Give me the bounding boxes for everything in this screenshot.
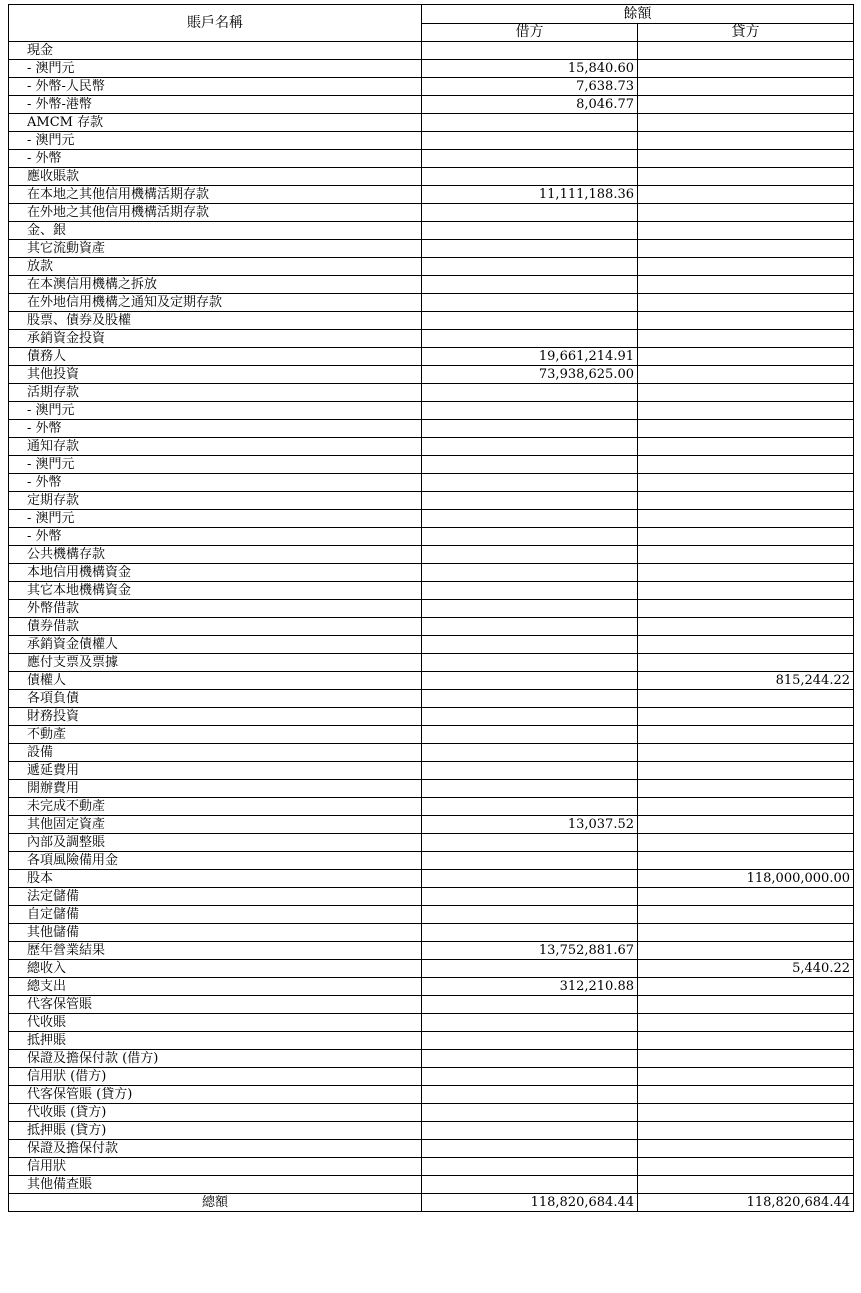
- credit-cell: [638, 654, 854, 672]
- credit-cell: [638, 492, 854, 510]
- account-name-cell: 在外地信用機構之通知及定期存款: [9, 294, 422, 312]
- account-name-cell: 設備: [9, 744, 422, 762]
- table-row: [9, 726, 854, 744]
- credit-cell: [638, 600, 854, 618]
- account-name-cell: 開辦費用: [9, 780, 422, 798]
- account-name-cell: 應付支票及票據: [9, 654, 422, 672]
- table-row: [9, 942, 854, 960]
- credit-cell: [638, 366, 854, 384]
- credit-cell: [638, 168, 854, 186]
- debit-cell: [422, 1068, 638, 1086]
- credit-cell: [638, 150, 854, 168]
- debit-cell: 73,938,625.00: [422, 366, 638, 384]
- credit-cell: [638, 528, 854, 546]
- debit-cell: [422, 726, 638, 744]
- credit-cell: [638, 420, 854, 438]
- debit-cell: [422, 960, 638, 978]
- credit-cell: [638, 258, 854, 276]
- table-row: [9, 438, 854, 456]
- debit-cell: [422, 114, 638, 132]
- credit-cell: [638, 564, 854, 582]
- debit-cell: [422, 798, 638, 816]
- credit-cell: [638, 744, 854, 762]
- account-name-cell: 定期存款: [9, 492, 422, 510]
- credit-cell: [638, 618, 854, 636]
- table-row: [9, 1158, 854, 1176]
- credit-cell: [638, 798, 854, 816]
- debit-cell: [422, 1032, 638, 1050]
- account-name-cell: - 外幣: [9, 474, 422, 492]
- table-row: [9, 186, 854, 204]
- credit-cell: [638, 60, 854, 78]
- account-name-cell: 其它流動資產: [9, 240, 422, 258]
- credit-cell: 118,000,000.00: [638, 870, 854, 888]
- table-row: [9, 456, 854, 474]
- credit-cell: [638, 348, 854, 366]
- credit-cell: [638, 96, 854, 114]
- account-name-cell: 其他投資: [9, 366, 422, 384]
- debit-cell: [422, 870, 638, 888]
- debit-cell: [422, 1050, 638, 1068]
- table-row: [9, 1014, 854, 1032]
- credit-cell: [638, 888, 854, 906]
- credit-cell: [638, 1032, 854, 1050]
- debit-cell: 7,638.73: [422, 78, 638, 96]
- credit-cell: [638, 510, 854, 528]
- credit-cell: 5,440.22: [638, 960, 854, 978]
- table-row: [9, 294, 854, 312]
- account-name-cell: 本地信用機構資金: [9, 564, 422, 582]
- account-name-header: 賬戶名稱: [9, 5, 422, 42]
- credit-cell: [638, 240, 854, 258]
- table-row: [9, 510, 854, 528]
- account-name-cell: 總支出: [9, 978, 422, 996]
- table-row: [9, 384, 854, 402]
- account-name-cell: 各項負債: [9, 690, 422, 708]
- credit-cell: [638, 132, 854, 150]
- debit-cell: [422, 222, 638, 240]
- table-row: [9, 888, 854, 906]
- account-name-cell: - 外幣: [9, 420, 422, 438]
- account-name-cell: 應收賬款: [9, 168, 422, 186]
- debit-cell: [422, 582, 638, 600]
- credit-cell: [638, 330, 854, 348]
- account-name-cell: 在本地之其他信用機構活期存款: [9, 186, 422, 204]
- credit-cell: [638, 294, 854, 312]
- credit-cell: [638, 816, 854, 834]
- account-name-cell: 法定儲備: [9, 888, 422, 906]
- debit-cell: [422, 636, 638, 654]
- total-credit: 118,820,684.44: [638, 1194, 854, 1212]
- credit-cell: [638, 690, 854, 708]
- debit-cell: [422, 744, 638, 762]
- debit-cell: [422, 1086, 638, 1104]
- credit-cell: [638, 276, 854, 294]
- table-row: [9, 312, 854, 330]
- credit-cell: [638, 1140, 854, 1158]
- account-name-cell: 現金: [9, 42, 422, 60]
- table-row: [9, 654, 854, 672]
- debit-cell: [422, 456, 638, 474]
- account-name-cell: 代客保管賬 (貸方): [9, 1086, 422, 1104]
- account-name-cell: 保證及擔保付款 (借方): [9, 1050, 422, 1068]
- table-row: [9, 1140, 854, 1158]
- debit-cell: [422, 1176, 638, 1194]
- account-name-cell: 代客保管賬: [9, 996, 422, 1014]
- table-row: [9, 258, 854, 276]
- credit-cell: [638, 780, 854, 798]
- debit-cell: [422, 780, 638, 798]
- credit-cell: [638, 114, 854, 132]
- debit-cell: [422, 168, 638, 186]
- account-name-cell: 通知存款: [9, 438, 422, 456]
- debit-cell: [422, 654, 638, 672]
- table-row: [9, 78, 854, 96]
- table-row: [9, 1176, 854, 1194]
- credit-cell: [638, 708, 854, 726]
- account-name-cell: 在本澳信用機構之拆放: [9, 276, 422, 294]
- account-name-cell: 內部及調整賬: [9, 834, 422, 852]
- debit-cell: 13,037.52: [422, 816, 638, 834]
- credit-cell: [638, 1014, 854, 1032]
- debit-cell: [422, 708, 638, 726]
- credit-cell: [638, 1122, 854, 1140]
- account-name-cell: 總收入: [9, 960, 422, 978]
- credit-cell: [638, 1158, 854, 1176]
- table-row: [9, 1086, 854, 1104]
- table-row: [9, 1032, 854, 1050]
- table-row: [9, 744, 854, 762]
- account-name-cell: 信用狀 (借方): [9, 1068, 422, 1086]
- debit-cell: [422, 564, 638, 582]
- credit-cell: [638, 636, 854, 654]
- account-name-cell: 不動產: [9, 726, 422, 744]
- debit-cell: 8,046.77: [422, 96, 638, 114]
- table-row: [9, 1050, 854, 1068]
- debit-cell: [422, 510, 638, 528]
- total-row: [9, 1194, 854, 1212]
- debit-cell: [422, 834, 638, 852]
- debit-cell: [422, 762, 638, 780]
- table-row: [9, 546, 854, 564]
- credit-header: 貸方: [638, 24, 854, 42]
- debit-cell: [422, 546, 638, 564]
- table-row: [9, 240, 854, 258]
- debit-cell: 13,752,881.67: [422, 942, 638, 960]
- account-name-cell: 抵押賬 (貸方): [9, 1122, 422, 1140]
- credit-cell: [638, 42, 854, 60]
- debit-cell: [422, 204, 638, 222]
- debit-cell: [422, 42, 638, 60]
- table-row: [9, 618, 854, 636]
- credit-cell: [638, 186, 854, 204]
- total-label: 總額: [9, 1194, 422, 1212]
- table-row: [9, 60, 854, 78]
- table-row: [9, 1104, 854, 1122]
- debit-cell: [422, 528, 638, 546]
- account-name-cell: 歷年營業結果: [9, 942, 422, 960]
- table-row: [9, 924, 854, 942]
- account-name-cell: - 澳門元: [9, 510, 422, 528]
- account-name-cell: 其他備查賬: [9, 1176, 422, 1194]
- table-row: [9, 474, 854, 492]
- account-name-cell: 公共機構存款: [9, 546, 422, 564]
- account-name-cell: 金、銀: [9, 222, 422, 240]
- table-row: [9, 528, 854, 546]
- table-row: [9, 42, 854, 60]
- table-row: [9, 1068, 854, 1086]
- account-name-cell: AMCM 存款: [9, 114, 422, 132]
- table-row: [9, 276, 854, 294]
- table-row: [9, 690, 854, 708]
- debit-cell: [422, 618, 638, 636]
- debit-cell: [422, 690, 638, 708]
- debit-cell: [422, 1158, 638, 1176]
- credit-cell: [638, 1086, 854, 1104]
- table-row: [9, 906, 854, 924]
- credit-cell: [638, 924, 854, 942]
- account-name-cell: 代收賬 (貸方): [9, 1104, 422, 1122]
- account-name-cell: - 澳門元: [9, 60, 422, 78]
- account-name-cell: 信用狀: [9, 1158, 422, 1176]
- credit-cell: [638, 402, 854, 420]
- table-row: [9, 402, 854, 420]
- account-name-cell: 其它本地機構資金: [9, 582, 422, 600]
- credit-cell: 815,244.22: [638, 672, 854, 690]
- debit-cell: [422, 384, 638, 402]
- table-row: [9, 348, 854, 366]
- table-row: [9, 114, 854, 132]
- debit-cell: [422, 888, 638, 906]
- credit-cell: [638, 762, 854, 780]
- table-row: [9, 330, 854, 348]
- credit-cell: [638, 1176, 854, 1194]
- account-name-cell: 財務投資: [9, 708, 422, 726]
- account-name-cell: - 外幣: [9, 150, 422, 168]
- account-name-cell: 未完成不動產: [9, 798, 422, 816]
- credit-cell: [638, 942, 854, 960]
- table-row: [9, 708, 854, 726]
- credit-cell: [638, 582, 854, 600]
- debit-cell: [422, 474, 638, 492]
- table-row: [9, 672, 854, 690]
- total-debit: 118,820,684.44: [422, 1194, 638, 1212]
- debit-cell: [422, 672, 638, 690]
- account-name-cell: 各項風險備用金: [9, 852, 422, 870]
- table-row: [9, 960, 854, 978]
- credit-cell: [638, 834, 854, 852]
- table-row: [9, 870, 854, 888]
- account-name-cell: 股本: [9, 870, 422, 888]
- debit-cell: [422, 996, 638, 1014]
- credit-cell: [638, 456, 854, 474]
- balance-header: 餘額: [422, 5, 854, 24]
- account-name-cell: 債務人: [9, 348, 422, 366]
- debit-cell: 11,111,188.36: [422, 186, 638, 204]
- account-name-cell: 外幣借款: [9, 600, 422, 618]
- table-row: [9, 996, 854, 1014]
- debit-cell: [422, 330, 638, 348]
- account-name-cell: 股票、債券及股權: [9, 312, 422, 330]
- table-row: [9, 204, 854, 222]
- table-row: [9, 780, 854, 798]
- account-name-cell: 保證及擔保付款: [9, 1140, 422, 1158]
- table-row: [9, 636, 854, 654]
- account-name-cell: 遞延費用: [9, 762, 422, 780]
- account-name-cell: 承銷資金債權人: [9, 636, 422, 654]
- debit-cell: [422, 294, 638, 312]
- debit-cell: [422, 852, 638, 870]
- table-row: [9, 582, 854, 600]
- account-name-cell: 承銷資金投資: [9, 330, 422, 348]
- account-name-cell: - 澳門元: [9, 456, 422, 474]
- table-row: [9, 492, 854, 510]
- account-name-cell: 放款: [9, 258, 422, 276]
- debit-cell: 15,840.60: [422, 60, 638, 78]
- table-row: [9, 96, 854, 114]
- table-row: [9, 1122, 854, 1140]
- debit-cell: [422, 600, 638, 618]
- credit-cell: [638, 312, 854, 330]
- debit-cell: [422, 1122, 638, 1140]
- table-row: [9, 762, 854, 780]
- credit-cell: [638, 1068, 854, 1086]
- credit-cell: [638, 996, 854, 1014]
- table-row: [9, 816, 854, 834]
- credit-cell: [638, 906, 854, 924]
- debit-header: 借方: [422, 24, 638, 42]
- table-row: [9, 564, 854, 582]
- debit-cell: [422, 258, 638, 276]
- table-row: [9, 132, 854, 150]
- credit-cell: [638, 852, 854, 870]
- credit-cell: [638, 204, 854, 222]
- credit-cell: [638, 978, 854, 996]
- table-row: [9, 600, 854, 618]
- account-name-cell: - 外幣: [9, 528, 422, 546]
- credit-cell: [638, 222, 854, 240]
- table-row: [9, 834, 854, 852]
- table-row: [9, 978, 854, 996]
- account-name-cell: 自定儲備: [9, 906, 422, 924]
- account-name-cell: - 外幣-人民幣: [9, 78, 422, 96]
- debit-cell: [422, 132, 638, 150]
- account-name-cell: 在外地之其他信用機構活期存款: [9, 204, 422, 222]
- table-row: [9, 168, 854, 186]
- credit-cell: [638, 546, 854, 564]
- account-name-cell: 其他儲備: [9, 924, 422, 942]
- credit-cell: [638, 1104, 854, 1122]
- account-name-cell: 代收賬: [9, 1014, 422, 1032]
- debit-cell: [422, 492, 638, 510]
- debit-cell: [422, 438, 638, 456]
- debit-cell: [422, 1014, 638, 1032]
- ledger-body: [9, 42, 854, 1194]
- account-name-cell: 債券借款: [9, 618, 422, 636]
- debit-cell: [422, 906, 638, 924]
- debit-cell: [422, 924, 638, 942]
- account-name-cell: - 外幣-港幣: [9, 96, 422, 114]
- account-name-cell: 抵押賬: [9, 1032, 422, 1050]
- debit-cell: [422, 420, 638, 438]
- credit-cell: [638, 474, 854, 492]
- debit-cell: 19,661,214.91: [422, 348, 638, 366]
- debit-cell: [422, 402, 638, 420]
- debit-cell: [422, 240, 638, 258]
- debit-cell: 312,210.88: [422, 978, 638, 996]
- debit-cell: [422, 150, 638, 168]
- credit-cell: [638, 78, 854, 96]
- account-name-cell: 活期存款: [9, 384, 422, 402]
- table-row: [9, 798, 854, 816]
- table-row: [9, 420, 854, 438]
- credit-cell: [638, 1050, 854, 1068]
- table-row: [9, 366, 854, 384]
- credit-cell: [638, 726, 854, 744]
- credit-cell: [638, 438, 854, 456]
- debit-cell: [422, 1140, 638, 1158]
- trial-balance-table: [8, 4, 854, 1212]
- account-name-cell: - 澳門元: [9, 132, 422, 150]
- credit-cell: [638, 384, 854, 402]
- table-row: [9, 852, 854, 870]
- account-name-cell: 債權人: [9, 672, 422, 690]
- account-name-cell: 其他固定資產: [9, 816, 422, 834]
- debit-cell: [422, 276, 638, 294]
- table-row: [9, 222, 854, 240]
- debit-cell: [422, 1104, 638, 1122]
- account-name-cell: - 澳門元: [9, 402, 422, 420]
- table-row: [9, 150, 854, 168]
- debit-cell: [422, 312, 638, 330]
